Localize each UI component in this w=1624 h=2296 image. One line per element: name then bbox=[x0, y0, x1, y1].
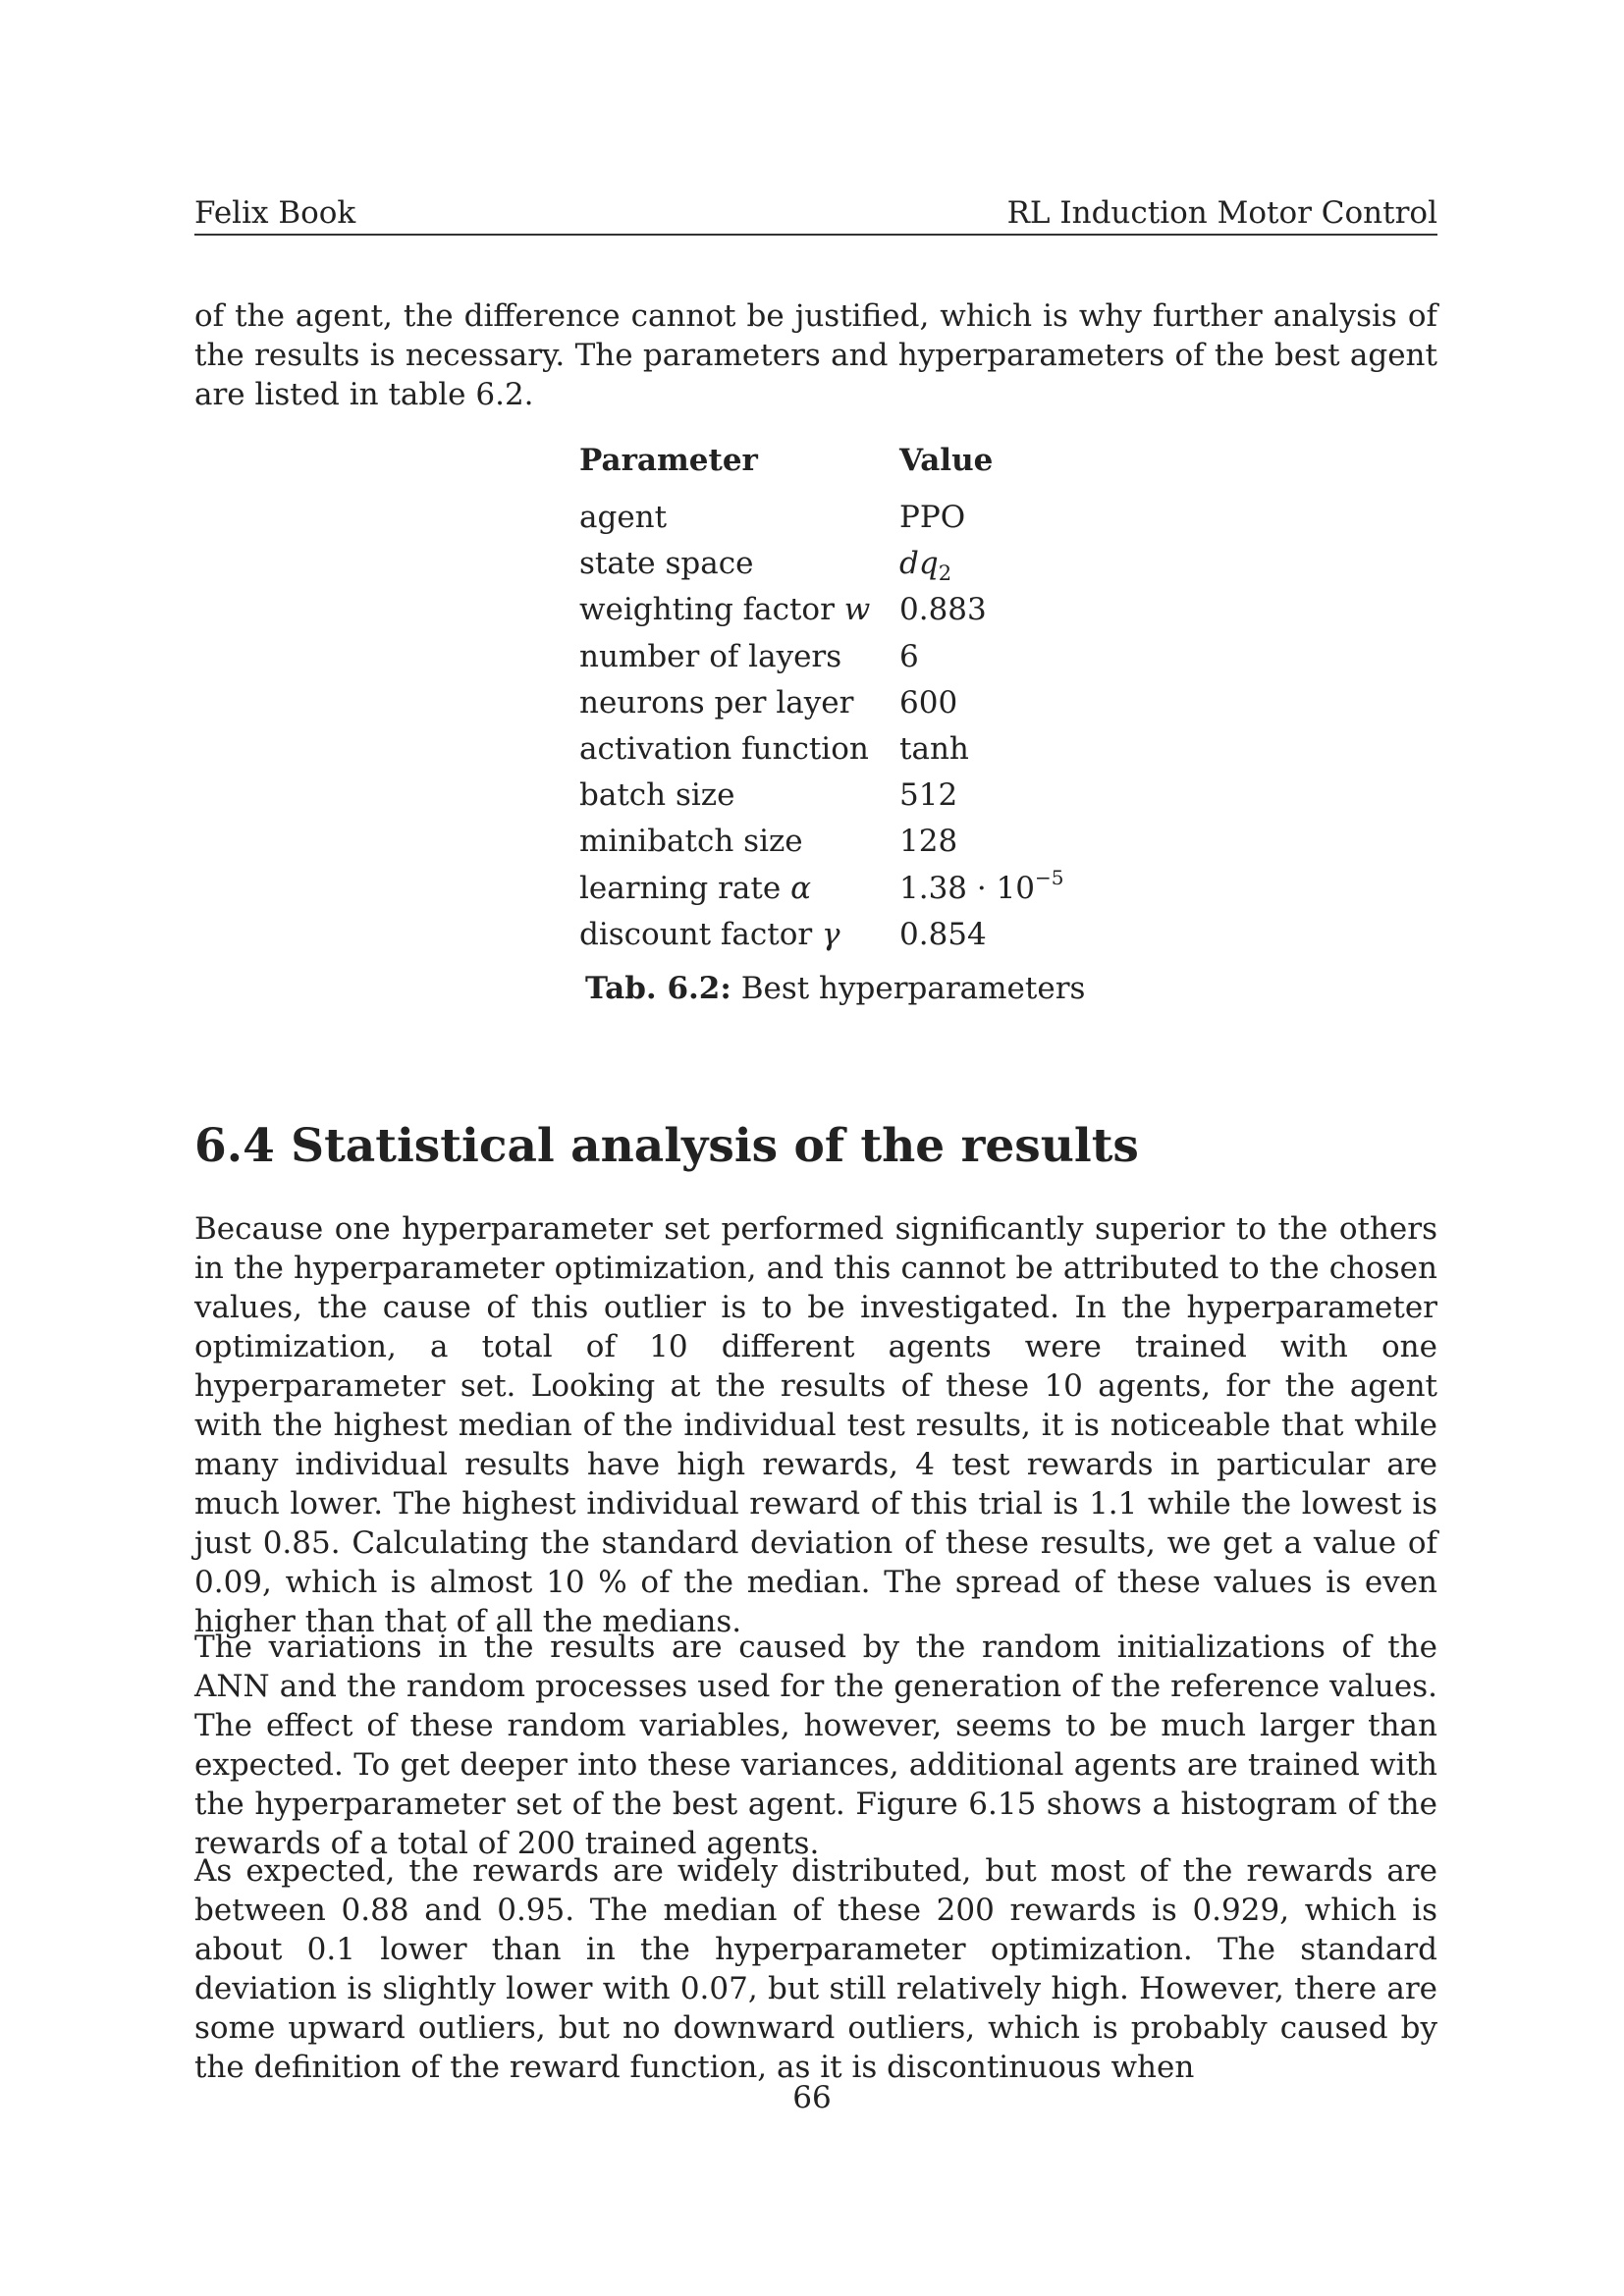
table-cell-param: minibatch size bbox=[579, 824, 803, 860]
table-cell-param bbox=[579, 866, 811, 912]
param-text: learning rate bbox=[579, 870, 791, 906]
param-text: discount factor bbox=[579, 916, 823, 952]
param-variable: γ bbox=[822, 916, 840, 952]
table-cell-param: batch size bbox=[579, 777, 735, 814]
table-cell-value: 0.883 bbox=[899, 592, 987, 628]
table-cell-param bbox=[579, 912, 840, 958]
table-header-parameter: Parameter bbox=[579, 443, 758, 478]
table-cell-param: agent bbox=[579, 500, 668, 535]
table-cell-value: 600 bbox=[899, 684, 958, 721]
table-cell-value: 6 bbox=[899, 638, 919, 674]
table-cell-value bbox=[899, 541, 951, 587]
header-author: Felix Book bbox=[194, 195, 356, 231]
caption-text: Best hyperparameters bbox=[740, 971, 1086, 1006]
intro-paragraph: of the agent, the difference cannot be justified, which is why further analysis of the results is necessary. The parameters and hyperparameters of the best agent are listed in table 6.2. bbox=[194, 298, 1437, 412]
table-cell-value: 512 bbox=[899, 777, 958, 814]
table-cell-value: 128 bbox=[899, 824, 958, 860]
value-math: dq bbox=[899, 546, 939, 582]
page-number: 66 bbox=[792, 2080, 832, 2115]
table-cell-value bbox=[899, 866, 1064, 912]
running-header bbox=[194, 192, 1437, 236]
table-header-value: Value bbox=[899, 443, 994, 478]
param-variable: w bbox=[843, 592, 871, 628]
value-base: 1.38 · 10 bbox=[899, 870, 1036, 906]
value-subscript: 2 bbox=[938, 561, 952, 586]
table-cell-value: tanh bbox=[899, 730, 969, 767]
header-title: RL Induction Motor Control bbox=[1006, 195, 1437, 231]
body-paragraph-1: Because one hyperparameter set performed significantly superior to the others in the hyperparameter optimization, and this cannot be attributed to the chosen values, the cause of this outlier is to be investigated. In the hyperparameter optimization, a total of 10 different agents were trained with one hyperparameter set. Looking at the results of these 10 agents, for the agent with the highest median of the individual test results, it is noticeable that while many individual results have high rewards, 4 test rewards in particular are much lower. The highest individual reward of this trial is 1.1 while the lowest is just 0.85. Calculating the standard deviation of these results, we get a value of 0.09, which is almost 10 % of the median. The spread of these values is even higher than that of all the medians. bbox=[194, 1211, 1437, 1639]
caption-label: Tab. 6.2: bbox=[585, 971, 731, 1006]
section-heading: 6.4 Statistical analysis of the results bbox=[194, 1119, 1139, 1173]
table-cell-param: neurons per layer bbox=[579, 684, 854, 721]
table-caption bbox=[585, 969, 1085, 1008]
body-paragraph-2: The variations in the results are caused by the random initializations of the ANN and the random processes used for the generation of the reference values. The effect of these random variables, however, seems to be much larger than expected. To get deeper into these variances, additional agents are trained with the hyperparameter set of the best agent. Figure 6.15 shows a histogram of the rewards of a total of 200 trained agents. bbox=[194, 1629, 1437, 1861]
table-cell-param: state space bbox=[579, 546, 754, 582]
table-cell-value: PPO bbox=[899, 500, 966, 535]
table-cell-param: activation function bbox=[579, 730, 869, 767]
table-cell-param bbox=[579, 587, 870, 633]
value-exponent: −5 bbox=[1035, 865, 1064, 889]
body-paragraph-3: As expected, the rewards are widely distributed, but most of the rewards are between 0.88 and 0.95. The median of these 200 rewards is 0.929, which is about 0.1 lower than in the hyperparameter optimization. The standard deviation is slightly lower with 0.07, but still relatively high. However, there are some upward outliers, but no downward outliers, which is probably caused by the definition of the reward function, as it is discontinuous when bbox=[194, 1853, 1437, 2085]
table-cell-value: 0.854 bbox=[899, 916, 987, 952]
table-cell-param: number of layers bbox=[579, 638, 842, 674]
param-variable: α bbox=[790, 870, 811, 906]
param-text: weighting factor bbox=[579, 592, 844, 628]
